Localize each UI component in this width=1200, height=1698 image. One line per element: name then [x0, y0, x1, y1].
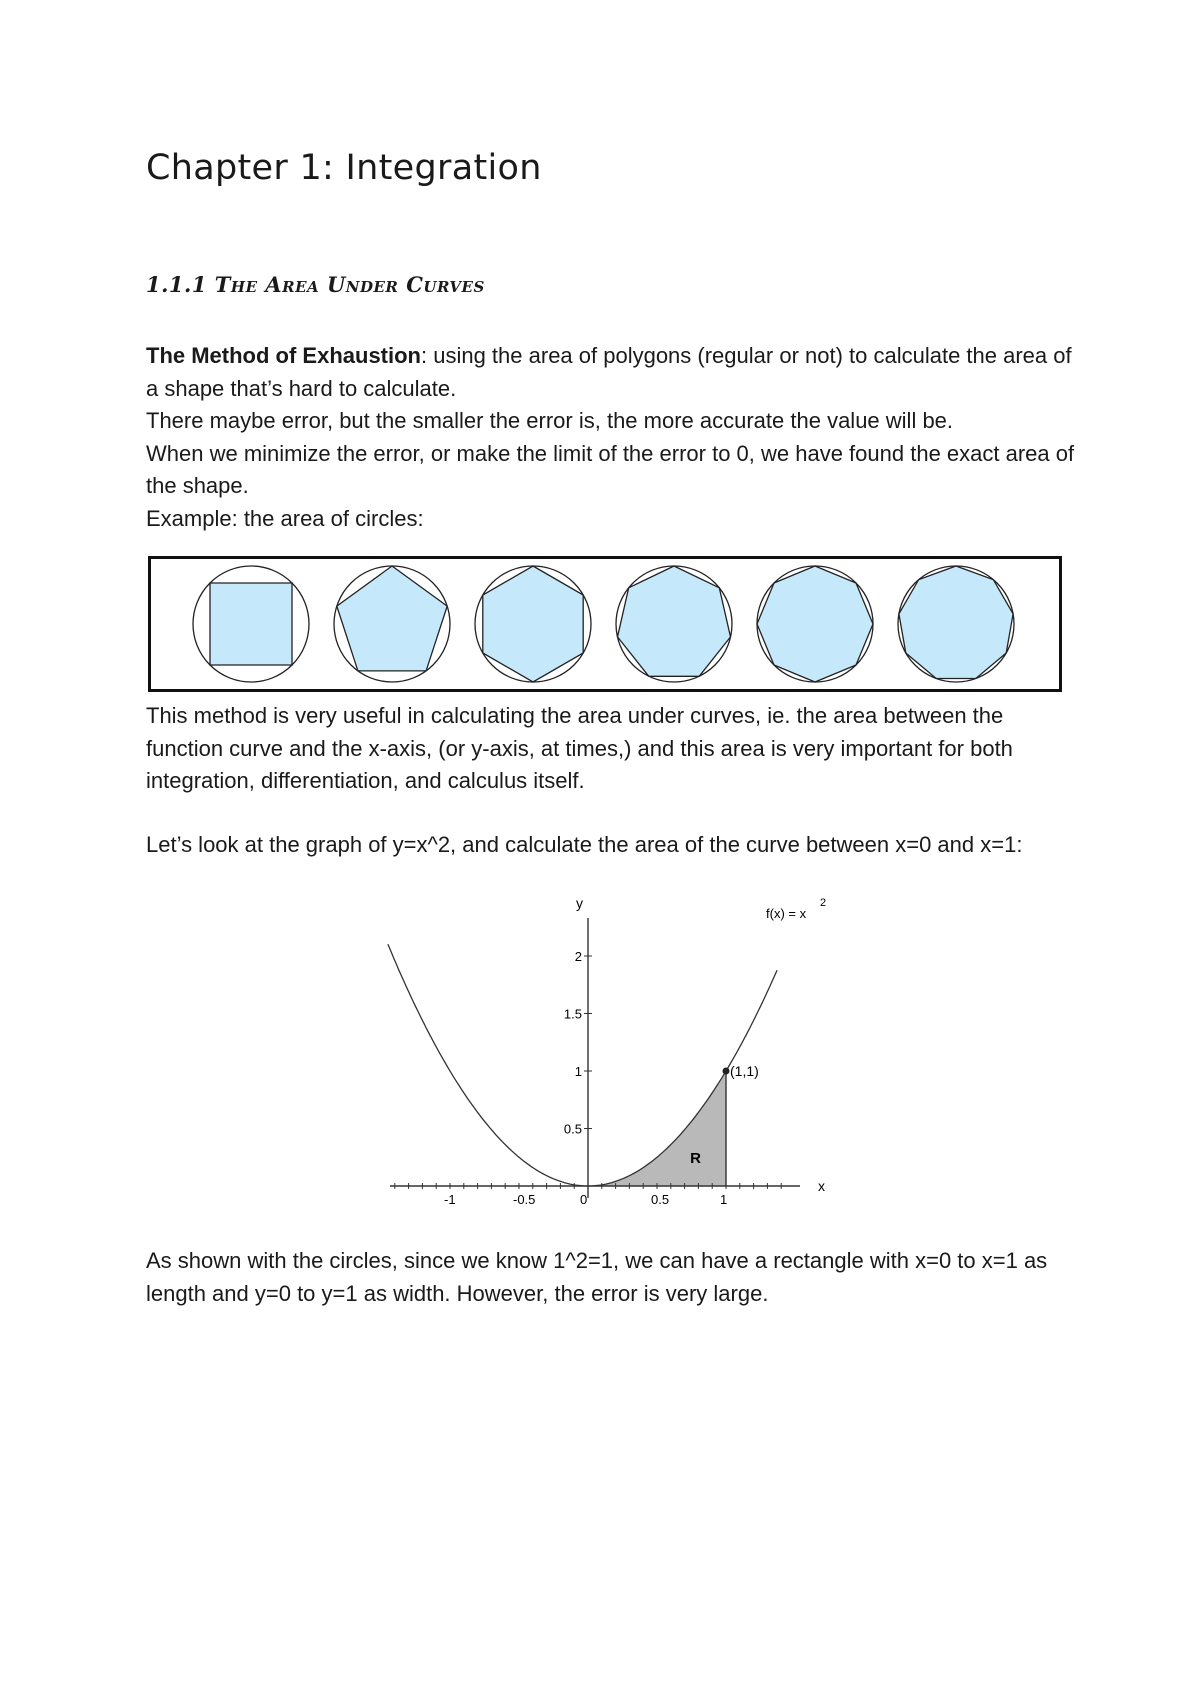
x-tick-label: 0.5	[651, 1192, 670, 1207]
y-tick-label: 0.5	[563, 1121, 582, 1137]
y-tick-labels	[564, 949, 582, 1137]
inscribed-polygon-8-sides	[757, 566, 873, 682]
function-label: f(x) = x	[766, 906, 807, 921]
method-paragraph: This method is very useful in calculating the area under curves, ie. the area between the function curve and the x-axis, (or y-axis, at times,) and this area is very important for both integration, differentiation, and calculus itself.	[146, 703, 1013, 793]
y-axis-label: y	[576, 895, 583, 911]
inscribed-polygon-5-sides	[334, 566, 450, 682]
graph-intro-paragraph: Let’s look at the graph of y=x^2, and calculate the area of the curve between x=0 and x=1:	[146, 832, 1023, 857]
function-exponent: 2	[820, 897, 827, 909]
x-tick-label: 0	[580, 1192, 588, 1207]
parabola-graph	[380, 890, 840, 1215]
x-tick-label: -1	[444, 1192, 456, 1207]
method-definition-text: : using the area of polygons (regular or not) to calculate the area of a shape that’s hard to calculate.	[146, 343, 1072, 401]
inscribed-polygon-6-sides	[475, 566, 591, 682]
x-tick-label: -0.5	[513, 1192, 536, 1207]
inscribed-polygons-svg	[151, 559, 1059, 689]
y-tick-label: 1	[574, 1064, 582, 1079]
point-label: (1,1)	[730, 1063, 759, 1079]
parabola-graph-svg	[380, 890, 840, 1210]
y-tick-label: 1.5	[563, 1006, 582, 1022]
method-definition	[146, 340, 1086, 405]
x-tick-label: 1	[720, 1192, 728, 1207]
polygon-shape	[618, 566, 731, 676]
polygon-shape	[899, 566, 1013, 679]
inscribed-polygon-7-sides	[616, 566, 732, 682]
x-tick-labels	[444, 1192, 727, 1207]
polygon-shape	[337, 566, 447, 671]
inscribed-polygon-4-sides	[193, 566, 309, 682]
chapter-title: Chapter 1: Integration	[146, 148, 542, 188]
region-label: R	[690, 1150, 701, 1167]
error-line: There maybe error, but the smaller the error is, the more accurate the value will be.	[146, 408, 954, 433]
x-axis-label: x	[818, 1178, 825, 1194]
point-1-1	[723, 1068, 730, 1075]
region-r-shading	[588, 1071, 726, 1186]
polygon-shape	[210, 583, 292, 665]
intro-paragraph	[146, 340, 1086, 535]
inscribed-polygons-figure	[148, 556, 1062, 692]
limit-line: When we minimize the error, or make the limit of the error to 0, we have found the exact area of the shape.	[146, 440, 1075, 498]
conclusion-paragraph: As shown with the circles, since we know 1^2=1, we can have a rectangle with x=0 to x=1 as length and y=0 to y=1 as width. However, the error is very large.	[146, 1248, 1048, 1306]
y-tick-label: 2	[574, 949, 582, 964]
inscribed-polygon-9-sides	[898, 566, 1014, 682]
polygon-shape	[483, 566, 583, 682]
method-term: The Method of Exhaustion	[146, 343, 421, 368]
example-line: Example: the area of circles:	[146, 505, 424, 531]
section-title: 1.1.1 The Area Under Curves	[146, 272, 485, 297]
